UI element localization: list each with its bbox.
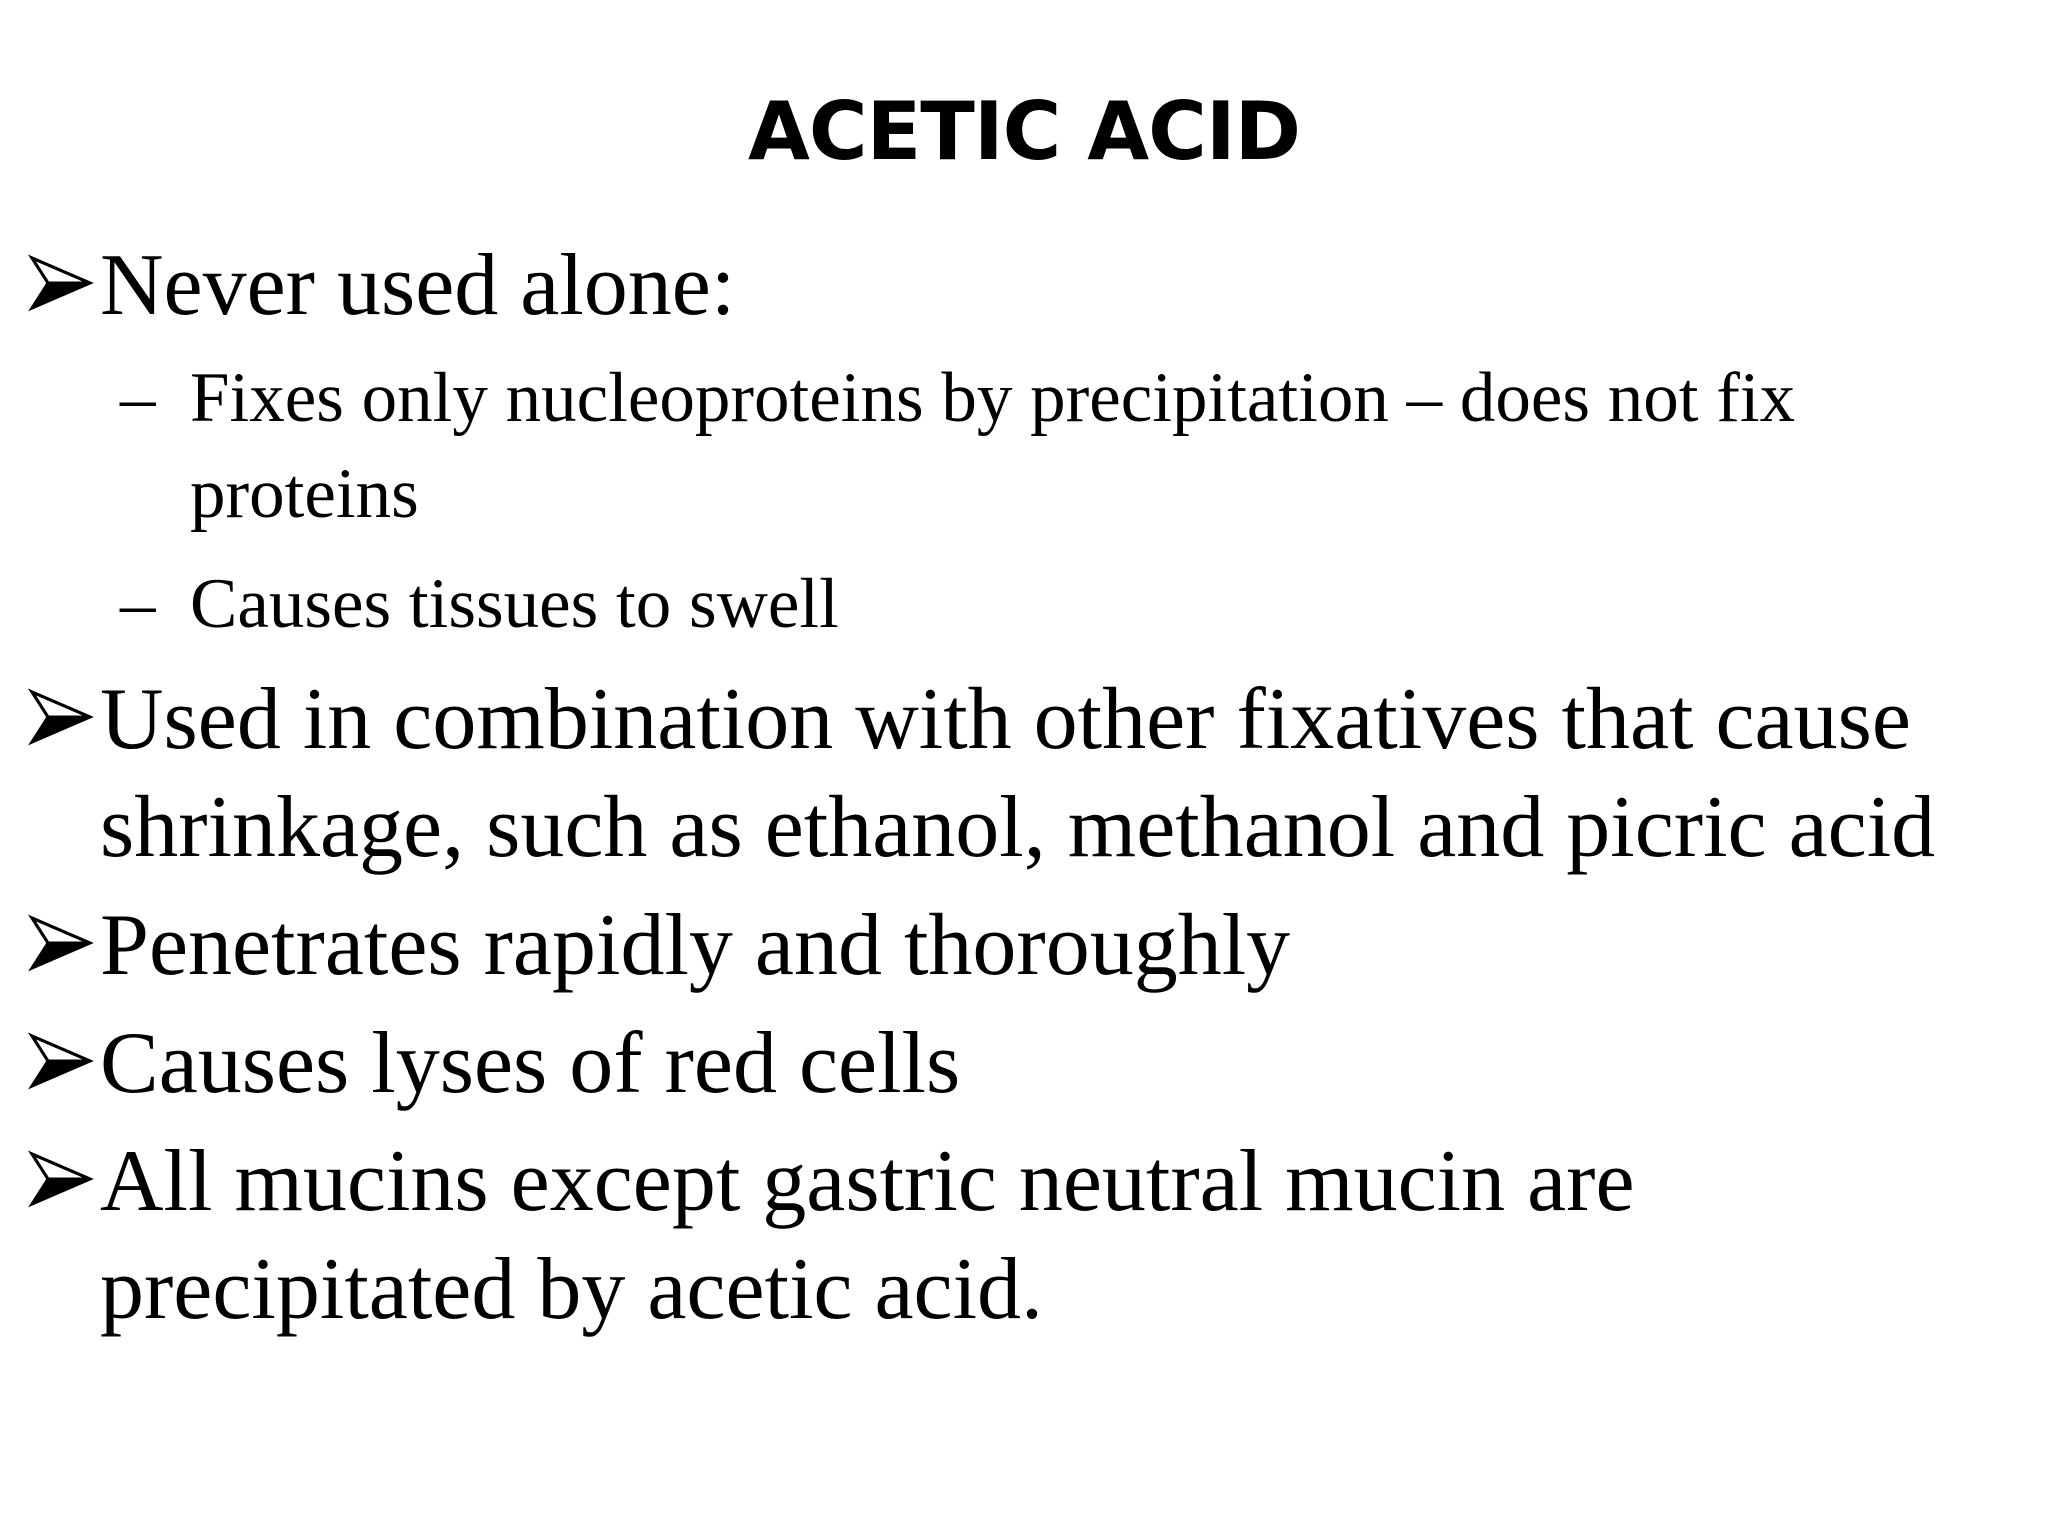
bullet-item — [28, 1128, 2028, 1344]
sub-bullet-item — [28, 556, 2028, 652]
arrow-bullet-icon — [28, 1028, 94, 1094]
bullet-text: All mucins except gastric neutral mucin are precipitated by acetic acid. — [100, 1133, 1635, 1338]
bullet-text: Used in combination with other fixatives that cause shrinkage, such as ethanol, methanol and picric acid — [100, 671, 1936, 876]
bullet-text: Never used alone: — [100, 237, 736, 334]
dash-marker: – — [120, 359, 156, 437]
dash-marker: – — [120, 565, 156, 643]
arrow-bullet-icon — [28, 684, 94, 750]
sub-bullet-text: Fixes only nucleoproteins by precipitation – does not fix proteins — [190, 359, 1796, 533]
bullet-item — [28, 1010, 2028, 1118]
slide-title: ACETIC ACID — [748, 85, 1300, 178]
bullet-item — [28, 666, 2028, 882]
bullet-text: Penetrates rapidly and thoroughly — [100, 897, 1291, 994]
sub-bullet-item — [28, 350, 2028, 542]
bullet-list — [28, 232, 2028, 1354]
bullet-text: Causes lyses of red cells — [100, 1015, 961, 1112]
arrow-bullet-icon — [28, 1146, 94, 1212]
sub-bullet-text: Causes tissues to swell — [190, 565, 839, 643]
arrow-bullet-icon — [28, 910, 94, 976]
arrow-bullet-icon — [28, 250, 94, 316]
bullet-item — [28, 232, 2028, 340]
bullet-item — [28, 892, 2028, 1000]
